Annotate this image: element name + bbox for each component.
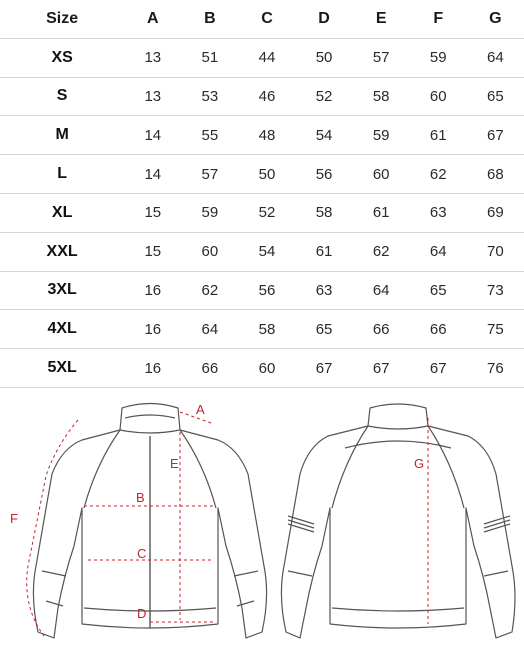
measurement-cell: 64: [467, 38, 524, 77]
measurement-cell: 57: [353, 38, 410, 77]
measurement-cell: 54: [238, 232, 295, 271]
measurement-cell: 70: [467, 232, 524, 271]
measurement-cell: 60: [353, 155, 410, 194]
jacket-back-view: [281, 404, 515, 638]
measurement-cell: 16: [124, 271, 181, 310]
measurement-cell: 58: [296, 193, 353, 232]
size-label-cell: L: [0, 155, 124, 194]
measurement-cell: 57: [181, 155, 238, 194]
header-e: E: [353, 0, 410, 38]
measurement-cell: 67: [467, 116, 524, 155]
table-row: [0, 349, 524, 388]
header-d: D: [296, 0, 353, 38]
label-d: D: [137, 606, 147, 621]
front-measurements: [27, 412, 216, 636]
label-a: A: [196, 402, 205, 417]
measurement-cell: 66: [353, 310, 410, 349]
table-row: [0, 116, 524, 155]
table-body: [0, 38, 524, 387]
label-b: B: [136, 490, 145, 505]
measurement-cell: 66: [181, 349, 238, 388]
measurement-cell: 64: [353, 271, 410, 310]
measurement-cell: 59: [410, 38, 467, 77]
jacket-measurement-diagram: [0, 396, 524, 648]
label-g: G: [414, 456, 425, 471]
header-b: B: [181, 0, 238, 38]
measurement-cell: 56: [296, 155, 353, 194]
size-label-cell: 4XL: [0, 310, 124, 349]
measurement-cell: 58: [238, 310, 295, 349]
measurement-cell: 62: [181, 271, 238, 310]
measurement-cell: 51: [181, 38, 238, 77]
measurement-cell: 52: [238, 193, 295, 232]
measurement-cell: 48: [238, 116, 295, 155]
measurement-cell: 63: [296, 271, 353, 310]
label-f: F: [10, 511, 18, 526]
measurement-cell: 16: [124, 310, 181, 349]
table-row: [0, 193, 524, 232]
measurement-cell: 69: [467, 193, 524, 232]
size-label-cell: XL: [0, 193, 124, 232]
size-label-cell: 3XL: [0, 271, 124, 310]
jacket-front-view: [33, 404, 266, 639]
label-e: E: [170, 456, 179, 471]
header-a: A: [124, 0, 181, 38]
measurement-cell: 14: [124, 116, 181, 155]
measurement-cell: 13: [124, 77, 181, 116]
measurement-cell: 15: [124, 193, 181, 232]
measurement-cell: 46: [238, 77, 295, 116]
label-c: C: [137, 546, 147, 561]
measurement-cell: 61: [410, 116, 467, 155]
measurement-cell: 59: [353, 116, 410, 155]
measurement-cell: 52: [296, 77, 353, 116]
measurement-cell: 64: [410, 232, 467, 271]
size-label-cell: 5XL: [0, 349, 124, 388]
measurement-cell: 67: [296, 349, 353, 388]
measurement-cell: 56: [238, 271, 295, 310]
measurement-cell: 50: [296, 38, 353, 77]
measurement-cell: 16: [124, 349, 181, 388]
measurement-cell: 58: [353, 77, 410, 116]
size-label-cell: XS: [0, 38, 124, 77]
measurement-cell: 44: [238, 38, 295, 77]
measurement-cell: 50: [238, 155, 295, 194]
header-f: F: [410, 0, 467, 38]
measurement-cell: 65: [410, 271, 467, 310]
size-label-cell: XXL: [0, 232, 124, 271]
measurement-cell: 60: [410, 77, 467, 116]
measurement-cell: 67: [353, 349, 410, 388]
table-row: [0, 77, 524, 116]
table-row: [0, 38, 524, 77]
measurement-cell: 75: [467, 310, 524, 349]
measurement-cell: 61: [296, 232, 353, 271]
measurement-cell: 64: [181, 310, 238, 349]
header-g: G: [467, 0, 524, 38]
measurement-cell: 14: [124, 155, 181, 194]
measurement-cell: 13: [124, 38, 181, 77]
size-label-cell: S: [0, 77, 124, 116]
measurement-cell: 62: [410, 155, 467, 194]
table-row: [0, 155, 524, 194]
table-row: [0, 271, 524, 310]
header-size: Size: [0, 0, 124, 38]
measurement-cell: 15: [124, 232, 181, 271]
measurement-cell: 59: [181, 193, 238, 232]
measurement-cell: 67: [410, 349, 467, 388]
measurement-cell: 68: [467, 155, 524, 194]
table-header-row: [0, 0, 524, 38]
measurement-cell: 63: [410, 193, 467, 232]
measurement-cell: 54: [296, 116, 353, 155]
measurement-cell: 65: [467, 77, 524, 116]
measurement-cell: 60: [181, 232, 238, 271]
measurement-cell: 53: [181, 77, 238, 116]
measurement-cell: 66: [410, 310, 467, 349]
measurement-cell: 76: [467, 349, 524, 388]
measurement-cell: 62: [353, 232, 410, 271]
measurement-cell: 65: [296, 310, 353, 349]
measurement-cell: 61: [353, 193, 410, 232]
table-row: [0, 310, 524, 349]
measurement-cell: 55: [181, 116, 238, 155]
table-row: [0, 232, 524, 271]
size-label-cell: M: [0, 116, 124, 155]
header-c: C: [238, 0, 295, 38]
measurement-cell: 60: [238, 349, 295, 388]
measurement-cell: 73: [467, 271, 524, 310]
